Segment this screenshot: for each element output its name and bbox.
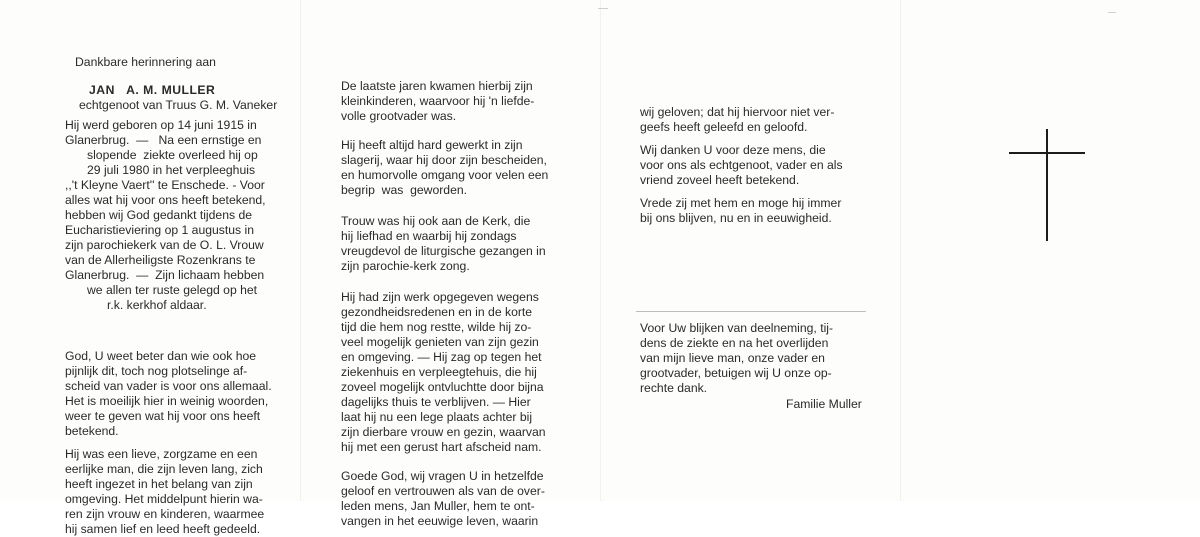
intro-line: Dankbare herinnering aan xyxy=(75,55,216,69)
family-signature: Familie Muller xyxy=(786,397,862,411)
deceased-name: JAN A. M. MULLER xyxy=(89,83,216,97)
acknowledgement-paragraph: Voor Uw blijken van deelneming, tij- dens de ziekte en na het overlijden van mijn lieve man, onze vader en grootvader, betuigen wij U onze op- rechte dank. xyxy=(640,321,834,395)
gratitude-paragraph: Wij danken U voor deze mens, die voor ons als echtgenoot, vader en als vriend zoveel heeft betekend. xyxy=(640,143,843,187)
work-paragraph: Hij heeft altijd hard gewerkt in zijn slagerij, waar hij door zijn bescheiden, en humorvolle omgang voor velen een begrip was geworden. xyxy=(341,138,549,197)
fold-line xyxy=(600,0,601,501)
cross-vertical-bar xyxy=(1046,129,1048,241)
grandchildren-paragraph: De laatste jaren kwamen hierbij zijn kleinkinderen, waarvoor hij 'n liefde- volle grootvader was. xyxy=(341,79,535,123)
column-1-body xyxy=(65,118,272,537)
column-3 xyxy=(640,105,843,226)
prayer-paragraph: God, U weet beter dan wie ook hoe pijnlijk dit, toch nog plotselinge af- scheid van vader is voor ons allemaal. Het is moeilijk hier in weinig woorden, weer te geven wat hij voor ons heeft betekend. xyxy=(65,349,272,438)
biography-paragraph: Hij werd geboren op 14 juni 1915 in Glanerbrug. — Na een ernstige en slopende ziekte overleed hij op 29 juli 1980 in het verpleeghuis ,,'t Kleyne Vaert'' te Enschede. - Voor alles wat hij voor ons heeft betekend, hebben wij God gedankt tijdens de Eucharistieviering op 1 augustus in zijn parochiekerk van de O. L. Vrouw van de Allerheiligste Rozenkrans te Glanerbrug. — Zijn lichaam hebben we allen ter ruste gelegd op het r.k. kerkhof aldaar. xyxy=(65,118,266,312)
column-2 xyxy=(341,79,548,529)
final-prayer-paragraph: Goede God, wij vragen U in hetzelfde geloof en vertrouwen als van de over- leden mens, Jan Muller, hem te ont- vangen in het eeuwige leven, waarin xyxy=(341,469,545,528)
peace-paragraph: Vrede zij met hem en moge hij immer bij ons blijven, nu en in eeuwigheid. xyxy=(640,196,842,225)
spouse-line: echtgenoot van Truus G. M. Vaneker xyxy=(79,98,278,112)
fold-line xyxy=(900,0,901,501)
church-paragraph: Trouw was hij ook aan de Kerk, die hij liefhad en waarbij hij zondags vreugdevol de liturgische gezangen in zijn parochie-kerk zong. xyxy=(341,214,546,273)
faith-paragraph: wij geloven; dat hij hiervoor niet ver- geefs heeft geleefd en geloofd. xyxy=(640,105,835,134)
fold-line xyxy=(300,0,301,501)
divider-line xyxy=(636,311,866,312)
cross-horizontal-bar xyxy=(1009,152,1085,154)
character-paragraph: Hij was een lieve, zorgzame en een eerlijke man, die zijn leven lang, zich heeft ingezet in het belang van zijn omgeving. Het middelpunt hierin wa- ren zijn vrouw en kinderen, waarmee hij samen lief en leed heeft gedeeld. xyxy=(65,447,265,536)
acknowledgement xyxy=(640,321,862,412)
retirement-paragraph: Hij had zijn werk opgegeven wegens gezondheidsredenen en in de korte tijd die hem nog restte, wilde hij zo- veel mogelijk genieten van zijn gezin en omgeving. — Hij zag op tegen het ziekenhuis en verpleegtehuis, die hij zoveel mogelijk ontvluchtte door bijna dagelijks thuis te verblijven. — Hier laat hij nu een lege plaats achter bij zijn dierbare vrouw en gezin, waarvan hij met een gerust hart afscheid nam. xyxy=(341,290,546,454)
column-1 xyxy=(65,55,277,113)
paper-speck xyxy=(1108,12,1116,13)
paper-speck xyxy=(598,8,608,9)
